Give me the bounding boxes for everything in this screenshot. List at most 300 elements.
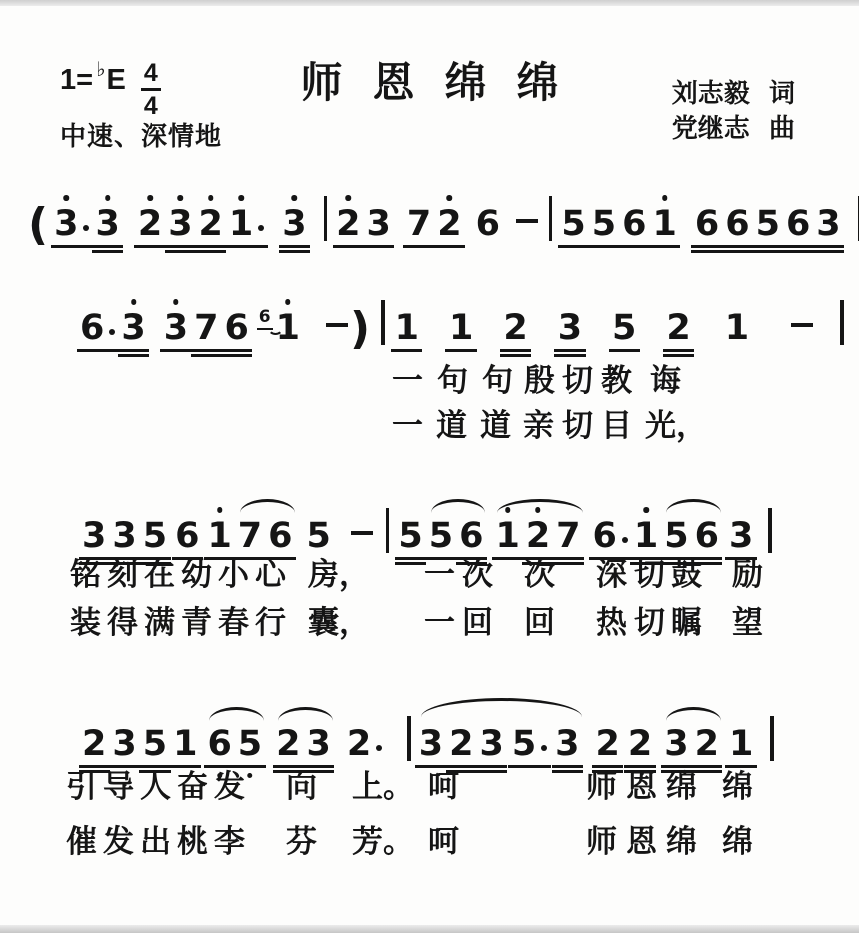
lyric-segment: 句 xyxy=(437,363,468,398)
beam-underline xyxy=(109,765,140,768)
note-digit: 1 xyxy=(207,516,231,556)
lyric-segment: 芬 xyxy=(286,824,317,859)
note-digit: 3 xyxy=(664,724,689,764)
note-digit: 3 xyxy=(282,204,306,244)
octave-dot-high xyxy=(147,195,153,201)
note-digit: 2 xyxy=(336,204,360,244)
note-5 xyxy=(141,516,169,556)
lyric-segment: 房， xyxy=(308,557,370,592)
note-digit: 6 xyxy=(224,308,249,348)
note-3 xyxy=(814,204,842,244)
note-3 xyxy=(417,724,445,764)
note-3 xyxy=(305,724,333,764)
lyric-segment: 一 xyxy=(392,363,423,398)
beam-underline xyxy=(234,765,265,768)
beam-underline xyxy=(588,245,619,248)
note-digit: 1 xyxy=(495,516,519,556)
note-digit: 6 xyxy=(622,204,647,244)
beam-underline xyxy=(558,245,589,248)
note-digit: 7 xyxy=(237,516,263,556)
note-digit: 2 xyxy=(666,308,691,348)
note-7 xyxy=(554,516,582,556)
note-2 xyxy=(435,204,463,244)
note-digit: 1 xyxy=(394,308,419,348)
note-digit: 3 xyxy=(121,308,145,348)
beam-underline xyxy=(592,765,623,768)
beam-underline xyxy=(79,765,110,768)
note-digit: 3 xyxy=(54,204,78,244)
note-2 xyxy=(345,724,384,764)
lyric-segment: 道 xyxy=(480,408,511,443)
beam-underline xyxy=(395,562,426,565)
note-digit: 6 xyxy=(80,308,105,348)
note-digit: 2 xyxy=(503,308,528,348)
song-title: 师恩绵绵 xyxy=(300,59,589,106)
note-digit: 6 xyxy=(785,204,811,244)
lyric-segment: 师恩绵 xyxy=(586,824,706,859)
lyric-segment: 呵 xyxy=(428,824,459,859)
note-3 xyxy=(553,724,581,764)
barline xyxy=(407,716,411,761)
octave-dot-high xyxy=(662,195,668,201)
note-digit: 3 xyxy=(557,308,583,348)
music-line-2 xyxy=(78,300,851,354)
note-1 xyxy=(171,724,199,764)
octave-dot-high xyxy=(292,195,298,201)
note-6 xyxy=(693,516,721,556)
note-1 xyxy=(227,204,266,244)
note-5 xyxy=(610,308,638,348)
note-digit: 3 xyxy=(112,516,137,556)
note-digit: 3 xyxy=(306,724,331,764)
beam-underline xyxy=(333,245,364,248)
note-2 xyxy=(136,204,164,244)
beam-underline xyxy=(273,765,304,768)
lyric-segment: 教 xyxy=(601,363,632,398)
barline xyxy=(840,300,844,345)
slur-group xyxy=(417,724,586,764)
note-digit: 6 xyxy=(268,516,293,556)
music-line-1 xyxy=(28,196,859,250)
note-digit: 5 xyxy=(664,516,689,556)
lyric-segment: 殷 xyxy=(524,363,555,398)
note-digit: 7 xyxy=(556,516,581,556)
lyric-segment: 瞩 xyxy=(671,605,702,640)
note-digit: 2 xyxy=(449,724,474,764)
beam-underline xyxy=(500,349,531,352)
beam-underline xyxy=(619,245,650,248)
augmentation-dot xyxy=(109,329,115,335)
beam-underline xyxy=(813,245,844,248)
barline xyxy=(381,300,385,345)
octave-dot-high xyxy=(238,195,244,201)
note-digit: 5 xyxy=(511,724,537,764)
note-6 xyxy=(784,204,812,244)
lyric-segment: 回 xyxy=(462,605,493,640)
note-digit: 3 xyxy=(479,724,504,764)
barline xyxy=(324,196,328,241)
grace-note: 6 xyxy=(257,307,273,330)
slur-group xyxy=(493,516,586,556)
beam-underline xyxy=(134,245,165,248)
slur-group xyxy=(205,724,268,764)
slur-group xyxy=(662,516,725,556)
note-7 xyxy=(236,516,264,556)
beam-underline xyxy=(508,765,550,768)
lyric-segment: 一 xyxy=(392,408,423,443)
note-digit: 5 xyxy=(561,204,586,244)
note-digit: 3 xyxy=(366,204,391,244)
note-digit: 5 xyxy=(755,204,780,244)
lyric-segment: 铭刻在幼小心 xyxy=(70,557,292,592)
note-7 xyxy=(405,204,433,244)
augmentation-dot xyxy=(376,745,382,751)
barline xyxy=(386,508,390,553)
octave-dot-high xyxy=(447,195,453,201)
octave-dot-high xyxy=(285,299,291,305)
beam-underline xyxy=(476,765,507,768)
lyric-segment: 励 xyxy=(732,557,763,592)
meter-bottom: 4 xyxy=(143,92,158,121)
lyric-segment: 切 xyxy=(634,605,665,640)
beam-underline xyxy=(363,245,394,248)
lyric-segment: 诲 xyxy=(650,363,681,398)
tempo-marking: 中速、深情地 xyxy=(60,121,223,151)
note-1 xyxy=(447,308,475,348)
note-digit: 2 xyxy=(82,724,107,764)
note-1 xyxy=(651,204,679,244)
key-prefix: 1= xyxy=(60,64,94,96)
note-digit: 3 xyxy=(555,724,580,764)
lyric-segment: 目 xyxy=(601,408,632,443)
note-digit: 5 xyxy=(398,516,423,556)
note-digit: 5 xyxy=(612,308,637,348)
note-6 xyxy=(457,516,485,556)
note-3 xyxy=(110,724,138,764)
note-digit: 2 xyxy=(526,516,550,556)
open-paren: ( xyxy=(28,199,49,250)
lyric-segment: 芳。 xyxy=(352,824,414,859)
note-6 xyxy=(205,724,233,764)
note-digit: 2 xyxy=(276,724,301,764)
beam-underline xyxy=(118,354,149,357)
lyric-segment: 句 xyxy=(482,363,513,398)
beam-underline xyxy=(391,349,422,352)
octave-dot-high xyxy=(105,195,111,201)
lyric-segment: 切 xyxy=(634,557,665,592)
lyricist-credit: 刘志毅 词 xyxy=(671,78,795,108)
note-digit: 3 xyxy=(168,204,192,244)
close-paren: ) xyxy=(350,303,371,354)
note-1 xyxy=(723,308,751,348)
note-digit: 3 xyxy=(816,204,841,244)
note-3 xyxy=(662,724,690,764)
lyric-segment: 深 xyxy=(596,557,627,592)
beam-underline xyxy=(649,245,680,248)
note-digit: 2 xyxy=(694,724,719,764)
beam-underline xyxy=(722,245,753,248)
lyric-segment: 道 xyxy=(436,408,467,443)
note-5 xyxy=(236,724,264,764)
lyric-segment: 亲 xyxy=(523,408,554,443)
augmentation-dot xyxy=(83,225,89,231)
beam-underline xyxy=(782,250,813,253)
note-5 xyxy=(396,516,424,556)
slur-group xyxy=(236,516,299,556)
beam-underline xyxy=(624,765,655,768)
note-digit: 5 xyxy=(306,516,331,556)
lyric-segment: 一 xyxy=(424,557,455,592)
lyric-segment: 上。 xyxy=(352,769,414,804)
lyric-segment: 师恩绵 xyxy=(586,769,706,804)
note-5 xyxy=(427,516,455,556)
beam-underline xyxy=(663,354,694,357)
note-digit: 2 xyxy=(437,204,461,244)
lyric-segment: 向 xyxy=(286,769,317,804)
beam-underline xyxy=(204,765,235,768)
note-digit: 1 xyxy=(276,308,300,348)
slur-group xyxy=(427,516,490,556)
note-digit: 1 xyxy=(634,516,658,556)
beam-underline xyxy=(691,250,722,253)
note-2 xyxy=(524,516,552,556)
octave-dot-high xyxy=(643,507,649,513)
note-3 xyxy=(52,204,91,244)
barline xyxy=(549,196,553,241)
beam-underline xyxy=(165,245,196,248)
beam-underline xyxy=(160,349,191,352)
beam-underline xyxy=(165,250,196,253)
lyric-segment: 光， xyxy=(645,408,707,443)
note-digit: 1 xyxy=(728,724,754,764)
note-digit: 2 xyxy=(595,724,620,764)
beam-underline xyxy=(403,245,434,248)
note-3 xyxy=(166,204,194,244)
note-digit: 5 xyxy=(238,724,262,764)
note-3 xyxy=(162,308,190,348)
note-2 xyxy=(501,308,529,348)
lyric-segment: 引导人奋发 xyxy=(66,769,251,804)
augmentation-dot xyxy=(622,537,628,543)
lyric-segment: 次 xyxy=(462,557,493,592)
beam-underline xyxy=(303,765,334,768)
note-digit: 2 xyxy=(199,204,223,244)
note-2 xyxy=(626,724,654,764)
note-6 xyxy=(693,204,721,244)
beam-underline xyxy=(554,349,585,352)
lyric-segment: 切 xyxy=(562,363,593,398)
note-digit: 5 xyxy=(591,204,617,244)
beam-underline xyxy=(752,245,783,248)
note-1 xyxy=(493,516,521,556)
beam-underline xyxy=(221,354,252,357)
note-digit: 6 xyxy=(694,204,720,244)
lyric-segment: 绵 xyxy=(722,769,753,804)
note-5 xyxy=(510,724,549,764)
note-digit: 3 xyxy=(164,308,188,348)
meter-top: 4 xyxy=(141,60,161,91)
note-6 xyxy=(591,516,630,556)
beam-underline xyxy=(752,250,783,253)
octave-dot-high xyxy=(178,195,184,201)
note-2 xyxy=(80,724,108,764)
augmentation-dot xyxy=(541,745,547,751)
beam-underline xyxy=(225,245,267,248)
slur-group xyxy=(662,724,725,764)
music-line-3 xyxy=(80,508,779,556)
note-digit: 6 xyxy=(694,516,719,556)
note-5 xyxy=(141,724,169,764)
beam-underline xyxy=(609,349,640,352)
note-digit: 1 xyxy=(229,204,253,244)
note-digit: 7 xyxy=(194,308,219,348)
beam-underline xyxy=(691,245,722,248)
note-6 xyxy=(474,204,502,244)
lyric-segment: 望 xyxy=(732,605,763,640)
beam-underline xyxy=(663,349,694,352)
note-1 xyxy=(393,308,421,348)
note-3 xyxy=(119,308,147,348)
lyric-segment: 呵 xyxy=(428,769,459,804)
octave-dot-high xyxy=(64,195,70,201)
duration-dash xyxy=(351,531,373,536)
lyric-segment: 催发出桃李 xyxy=(66,824,251,859)
note-digit: 2 xyxy=(627,724,653,764)
octave-dot-high xyxy=(346,195,352,201)
beam-underline xyxy=(782,245,813,248)
octave-dot-high xyxy=(505,507,511,513)
note-3 xyxy=(727,516,755,556)
lyric-segment: 一 xyxy=(424,605,455,640)
beam-underline xyxy=(92,250,123,253)
beam-underline xyxy=(492,557,523,560)
note-2 xyxy=(334,204,362,244)
beam-underline xyxy=(195,250,226,253)
duration-dash xyxy=(516,219,538,224)
beam-underline xyxy=(395,557,426,560)
note-6 xyxy=(173,516,201,556)
beam-underline xyxy=(139,765,170,768)
beam-underline xyxy=(51,245,93,248)
octave-dot-high xyxy=(217,507,223,513)
note-1 xyxy=(205,516,233,556)
note-1 xyxy=(632,516,660,556)
note-5 xyxy=(305,516,333,556)
note-digit: 6 xyxy=(175,516,200,556)
beam-underline xyxy=(77,349,119,352)
beam-underline xyxy=(691,765,722,768)
beam-underline xyxy=(554,354,585,357)
beam-underline xyxy=(553,557,584,560)
duration-dash xyxy=(326,323,348,328)
credits xyxy=(672,76,795,146)
note-3 xyxy=(556,308,584,348)
lyric-segment: 囊， xyxy=(308,605,370,640)
note-3 xyxy=(110,516,138,556)
note-digit: 2 xyxy=(138,204,162,244)
slur-group xyxy=(274,724,337,764)
scan-edge-bottom xyxy=(0,925,859,933)
note-digit: 3 xyxy=(728,516,754,556)
note-2 xyxy=(664,308,692,348)
note-digit: 1 xyxy=(448,308,474,348)
lyric-segment: 回 xyxy=(524,605,555,640)
note-digit: 1 xyxy=(653,204,677,244)
lyric-segment: 热 xyxy=(596,605,627,640)
note-3 xyxy=(364,204,392,244)
beam-underline xyxy=(92,245,123,248)
note-2 xyxy=(693,724,721,764)
beam-underline xyxy=(445,349,476,352)
music-line-4 xyxy=(80,716,781,764)
lyric-segment: 切 xyxy=(562,408,593,443)
note-digit: 1 xyxy=(724,308,750,348)
note-digit: 6 xyxy=(592,516,617,556)
beam-underline xyxy=(279,250,310,253)
beam-underline xyxy=(722,250,753,253)
beam-underline xyxy=(191,354,222,357)
note-digit: 3 xyxy=(82,516,107,556)
beam-underline xyxy=(221,349,252,352)
note-5 xyxy=(590,204,618,244)
beam-underline xyxy=(553,562,584,565)
note-6 xyxy=(723,204,751,244)
flat-sign-icon: ♭ xyxy=(96,59,106,81)
note-1 xyxy=(274,308,302,348)
note-digit: 6 xyxy=(475,204,500,244)
lyric-segment: 鼓 xyxy=(671,557,702,592)
note-6 xyxy=(620,204,648,244)
beam-underline xyxy=(500,354,531,357)
note-digit: 1 xyxy=(173,724,198,764)
barline xyxy=(768,508,772,553)
augmentation-dot xyxy=(258,225,264,231)
octave-dot-high xyxy=(131,299,137,305)
note-digit: 7 xyxy=(406,204,432,244)
note-digit: 3 xyxy=(112,724,137,764)
duration-dash xyxy=(791,323,813,328)
beam-underline xyxy=(170,765,201,768)
beam-underline xyxy=(552,765,583,768)
note-7 xyxy=(192,308,220,348)
note-digit: 5 xyxy=(142,516,168,556)
note-digit: 6 xyxy=(459,516,484,556)
beam-underline xyxy=(476,770,507,773)
key-letter: E xyxy=(106,64,126,96)
barline xyxy=(770,716,774,761)
note-5 xyxy=(559,204,587,244)
note-digit: 5 xyxy=(428,516,454,556)
note-digit: 6 xyxy=(207,724,231,764)
beam-underline xyxy=(661,765,692,768)
beam-underline xyxy=(118,349,149,352)
note-3 xyxy=(80,516,108,556)
note-digit: 2 xyxy=(346,724,372,764)
note-digit: 5 xyxy=(142,724,168,764)
beam-underline xyxy=(813,250,844,253)
note-2 xyxy=(447,724,475,764)
note-3 xyxy=(93,204,121,244)
beam-underline xyxy=(279,245,310,248)
lyric-segment: 绵 xyxy=(722,824,753,859)
note-2 xyxy=(594,724,622,764)
note-6 xyxy=(266,516,294,556)
note-2 xyxy=(197,204,225,244)
note-digit: 3 xyxy=(95,204,119,244)
note-6 xyxy=(78,308,117,348)
beam-underline xyxy=(552,770,583,773)
octave-dot-high xyxy=(173,299,179,305)
